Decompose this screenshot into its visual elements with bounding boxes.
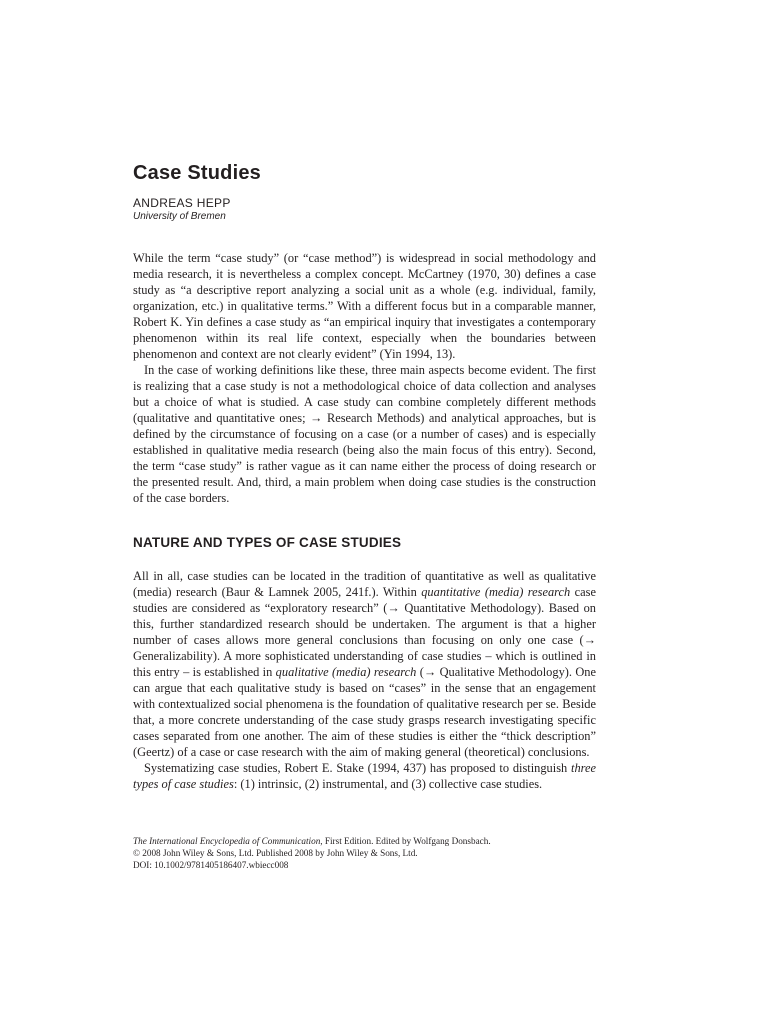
- section-paragraph-1: [133, 568, 596, 760]
- intro-paragraph-1: While the term “case study” (or “case method”) is widespread in social methodology and media research, it is nevertheless a complex concept. McCartney (1970, 30) defines a case study as “a descriptive report analyzing a social unit as a whole (e.g. individual, family, organization, etc.) in qualitative terms.” With a different focus but in a comparable manner, Robert K. Yin defines a case study as “an empirical inquiry that investigates a contemporary phenomenon within its real life context, especially when the boundaries between phenomenon and context are not clearly evident” (Yin 1994, 13).: [133, 251, 596, 361]
- author-affiliation: University of Bremen: [133, 211, 226, 222]
- emphasis-qualitative: qualitative (media) research: [275, 665, 417, 679]
- edition-text: , First Edition. Edited by Wolfgang Donsbach.: [320, 836, 491, 846]
- text-run: Systematizing case studies, Robert E. Stake (1994, 437) has proposed to distinguish: [144, 761, 571, 775]
- footer-doi: DOI: 10.1002/9781405186407.wbiecc008: [133, 860, 289, 870]
- intro-section: [133, 250, 596, 506]
- section-paragraph-2: [133, 760, 596, 792]
- page-footer: [133, 835, 603, 871]
- text-run: : (1) intrinsic, (2) instrumental, and (3) collective case studies.: [233, 777, 543, 791]
- intro-paragraph-2: In the case of working definitions like these, three main aspects become evident. The first is realizing that a case study is not a methodological choice of data collection and analyses but a choice of what is studied. A case study can combine completely different methods (qualitative and quantitative ones; → Research Methods) and analytical approaches, but is defined by the circumstance of focusing on a case (or a number of cases) and is especially established in qualitative media research (being also the main focus of this entry). Second, the term “case study” is rather vague as it can name either the process of doing research or the presented result. And, third, a main problem when doing case studies is the construction of the case borders.: [133, 363, 596, 505]
- footer-publication-line: [133, 835, 603, 847]
- section-heading: NATURE AND TYPES OF CASE STUDIES: [133, 535, 402, 550]
- emphasis-quantitative: quantitative (media) research: [421, 585, 571, 599]
- article-title: Case Studies: [133, 162, 262, 184]
- emphasis-three-types: three types of case studies: [133, 761, 596, 791]
- text-run: (→ Qualitative Methodology). One can argue that each qualitative study is based on “cases” in the sense that an engagement with contextualized social phenomena is the foundation of qualitative research per se. Beside that, a more concrete understanding of the case study grasps research investigating specific cases separated from one another. The aim of these studies is either the “thick description” (Geertz) of a case or case research with the aim of making general (theoretical) conclusions.: [133, 665, 596, 759]
- publication-title: The International Encyclopedia of Communication: [133, 836, 321, 846]
- section-body: [133, 568, 596, 792]
- author-name: ANDREAS HEPP: [133, 196, 231, 210]
- text-run: All in all, case studies can be located in the tradition of quantitative as well as qualitative (media) research (Baur & Lamnek 2005, 241f.). Within: [133, 569, 596, 599]
- text-run: case studies are considered as “exploratory research” (→ Quantitative Methodology). Based on this, further standardized research should be undertaken. The argument is that a higher number of cases allows more general conclusions than focusing on only one case (→ Generalizability). A more sophisticated understanding of case studies – which is outlined in this entry – is established in: [133, 585, 596, 679]
- footer-copyright: © 2008 John Wiley & Sons, Ltd. Published 2008 by John Wiley & Sons, Ltd.: [133, 848, 418, 858]
